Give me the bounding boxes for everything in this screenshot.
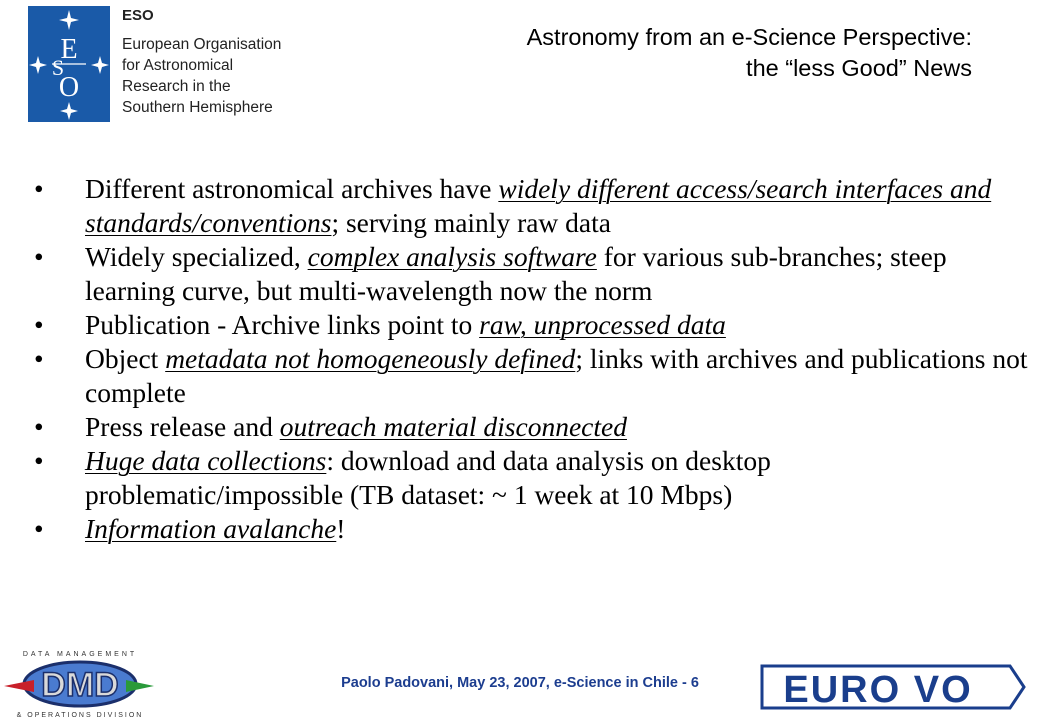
eso-abbr: ESO <box>122 7 154 24</box>
slide-title <box>527 22 972 84</box>
bullet-dot: • <box>34 513 44 544</box>
title-line-1: Astronomy from an e-Science Perspective: <box>526 24 972 50</box>
svg-text:O: O <box>58 72 80 103</box>
bullet-item <box>30 444 1030 512</box>
bullet-dot: • <box>34 343 44 374</box>
bullet-dot: • <box>34 309 44 340</box>
bullet-dot: • <box>34 445 44 476</box>
title-line-2: the “less Good” News <box>746 55 972 81</box>
bullet-text: Press release and <box>85 411 280 442</box>
bullet-emphasis: Huge data collections <box>85 445 327 476</box>
bullet-dot: • <box>34 173 44 204</box>
eso-line-3: Research in the <box>122 78 231 95</box>
bullet-item <box>30 172 1030 240</box>
eurovo-text: EURO VO <box>783 669 973 711</box>
eso-logo <box>28 6 290 124</box>
bullet-emphasis: metadata not homogeneously defined <box>165 343 576 374</box>
bullet-text: ; serving mainly raw data <box>331 207 611 238</box>
bullet-list <box>30 172 1030 546</box>
bullet-emphasis: complex analysis software <box>307 241 597 272</box>
dmd-letters: DMD <box>41 666 119 704</box>
bullet-text: ; links with archives and publications not complete <box>85 343 1028 408</box>
svg-text:E: E <box>60 34 78 65</box>
dmd-bottom-text: & OPERATIONS DIVISION <box>16 712 144 719</box>
bullet-text: : download and data analysis on desktop problematic/impossible (TB dataset: ~ 1 week at 10 Mbps) <box>85 445 771 510</box>
bullet-item <box>30 240 1030 308</box>
bullet-dot: • <box>34 241 44 272</box>
eso-line-1: European Organisation <box>122 36 282 53</box>
slide-footer: Paolo Padovani, May 23, 2007, e-Science in Chile - 6 <box>341 675 699 691</box>
bullet-emphasis: Information avalanche <box>85 513 337 544</box>
eso-emblem <box>28 6 110 122</box>
dmd-top-text: DATA MANAGEMENT <box>22 651 138 658</box>
bullet-emphasis: raw, unprocessed data <box>479 309 726 340</box>
bullet-item <box>30 512 1030 546</box>
bullet-text: Publication - Archive links point to <box>85 309 480 340</box>
bullet-item <box>30 410 1030 444</box>
bullet-text: Different astronomical archives have <box>85 173 499 204</box>
bullet-text: for various sub-branches; steep learning curve, but multi-wavelength now the norm <box>85 241 947 306</box>
bullet-dot: • <box>34 411 44 442</box>
bullet-text: Widely specialized, <box>85 241 308 272</box>
bullet-text: Object <box>85 343 166 374</box>
bullet-item <box>30 342 1030 410</box>
svg-text:S: S <box>51 55 65 80</box>
bullet-emphasis: outreach material disconnected <box>279 411 627 442</box>
eso-name-block <box>122 6 281 118</box>
bullet-emphasis: widely different access/search interfaces and standards/conventions <box>85 173 992 238</box>
eso-line-4: Southern Hemisphere <box>122 99 273 116</box>
bullet-item <box>30 308 1030 342</box>
eso-line-2: for Astronomical <box>122 57 234 74</box>
bullet-text: ! <box>336 513 346 544</box>
eurovo-logo <box>760 662 1026 712</box>
